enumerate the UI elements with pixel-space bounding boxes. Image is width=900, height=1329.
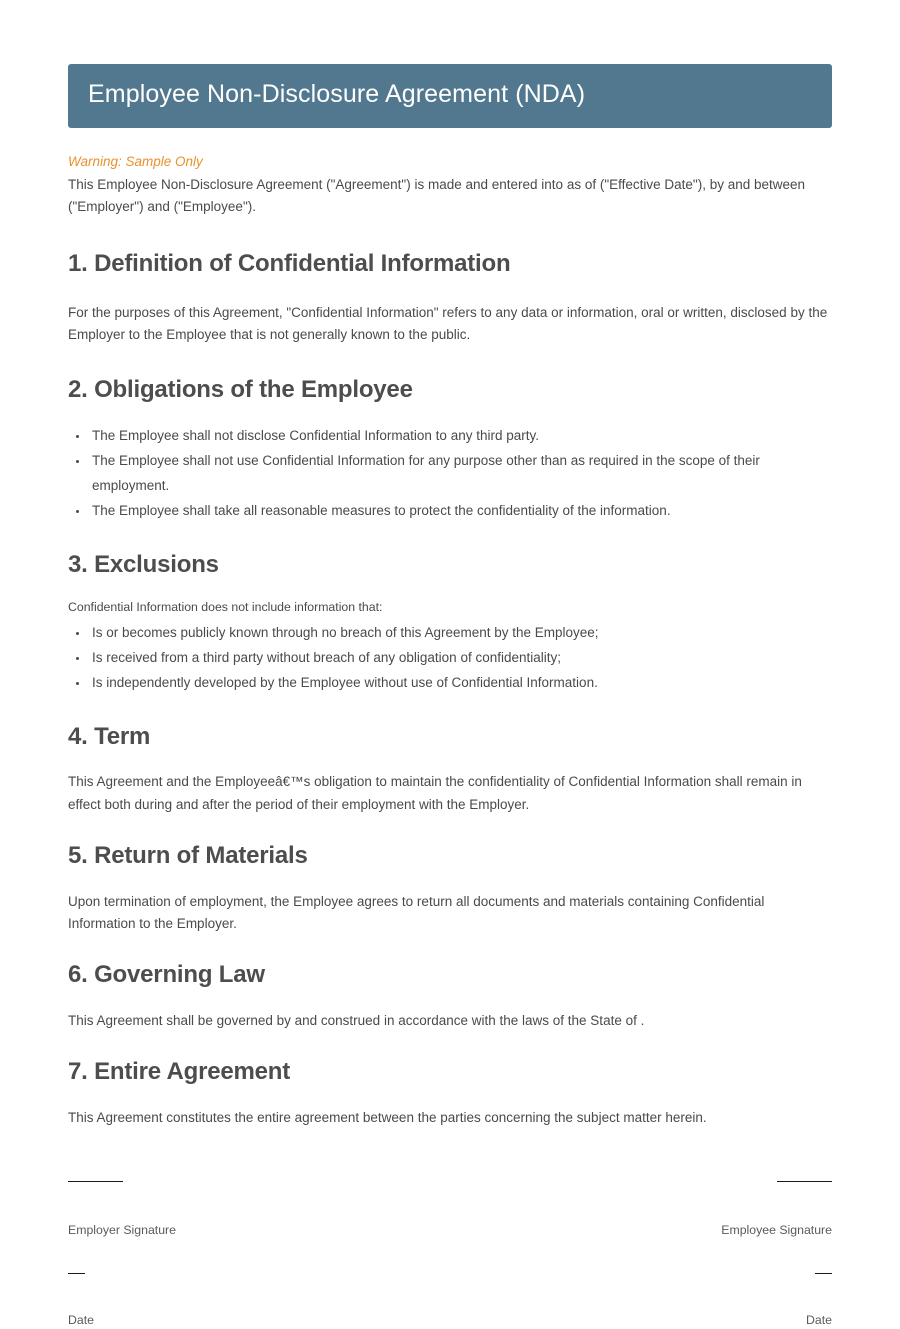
employee-signature-field[interactable] [721, 1181, 832, 1239]
section-heading: 4. Term [68, 722, 151, 750]
section-paragraph: This Agreement shall be governed by and construed in accordance with the laws of the State of . [68, 1012, 645, 1028]
employer-signature-field[interactable] [68, 1181, 176, 1239]
section-heading: 5. Return of Materials [68, 841, 308, 869]
employer-date-field[interactable] [68, 1273, 94, 1329]
section-heading: 1. Definition of Confidential Information [68, 250, 511, 278]
list-item: • The Employee shall not disclose Confidential Information to any third party. [89, 424, 832, 449]
section-heading: 7. Entire Agreement [68, 1057, 291, 1085]
section-exclusions [68, 551, 832, 696]
signature-row [68, 1181, 832, 1239]
section-paragraph: This Agreement constitutes the entire agreement between the parties concerning the subject matter herein. [68, 1109, 707, 1125]
document-title-banner [68, 64, 832, 128]
date-line [68, 1273, 85, 1274]
list-item: • The Employee shall not use Confidential Information for any purpose other than as required in the scope of their employment. [89, 449, 832, 499]
section-return-of-materials [68, 842, 832, 935]
section-paragraph: Upon termination of employment, the Employee agrees to return all documents and materials containing Confidential Information to the Employer. [68, 893, 765, 931]
section-heading: 6. Governing Law [68, 961, 265, 989]
section-heading: 3. Exclusions [68, 550, 219, 578]
employee-date-label: Date [806, 1312, 832, 1327]
signature-line [777, 1181, 832, 1182]
employee-date-field[interactable] [806, 1273, 832, 1329]
exclusions-lead-text: Confidential Information does not include information that: [68, 600, 383, 615]
page-title: Employee Non-Disclosure Agreement (NDA) [88, 80, 586, 108]
sample-warning-text: Warning: Sample Only [68, 153, 203, 169]
section-entire-agreement [68, 1058, 832, 1129]
section-heading: 2. Obligations of the Employee [68, 376, 413, 404]
list-item: • Is independently developed by the Employee without use of Confidential Information. [89, 671, 832, 696]
obligations-list [68, 424, 832, 524]
list-item: • Is received from a third party without breach of any obligation of confidentiality; [89, 646, 832, 671]
date-row [68, 1273, 832, 1329]
section-term [68, 723, 832, 816]
signature-block [68, 1181, 832, 1329]
section-paragraph: This Agreement and the Employeeâ€™s obligation to maintain the confidentiality of Confidential Information shall remain in effect both during and after the period of their employment with the Employer. [68, 774, 802, 812]
section-paragraph: For the purposes of this Agreement, "Confidential Information" refers to any data or information, oral or written, disclosed by the Employer to the Employee that is not generally known to the public. [68, 304, 828, 343]
exclusions-list [68, 621, 832, 696]
employer-date-label: Date [68, 1312, 94, 1327]
signature-line [68, 1181, 123, 1182]
section-definition-of-confidential-information [68, 250, 832, 346]
section-governing-law [68, 961, 832, 1032]
document-intro-paragraph: This Employee Non-Disclosure Agreement ("Agreement") is made and entered into as of ("Effective Date"), by and between ("Employer") and ("Employee"). [68, 176, 806, 215]
list-item: • The Employee shall take all reasonable measures to protect the confidentiality of the information. [89, 499, 832, 524]
date-line [815, 1273, 832, 1274]
employee-signature-label: Employee Signature [721, 1222, 832, 1237]
employer-signature-label: Employer Signature [68, 1222, 176, 1237]
section-obligations-of-the-employee [68, 376, 832, 523]
list-item: • Is or becomes publicly known through no breach of this Agreement by the Employee; [89, 621, 832, 646]
